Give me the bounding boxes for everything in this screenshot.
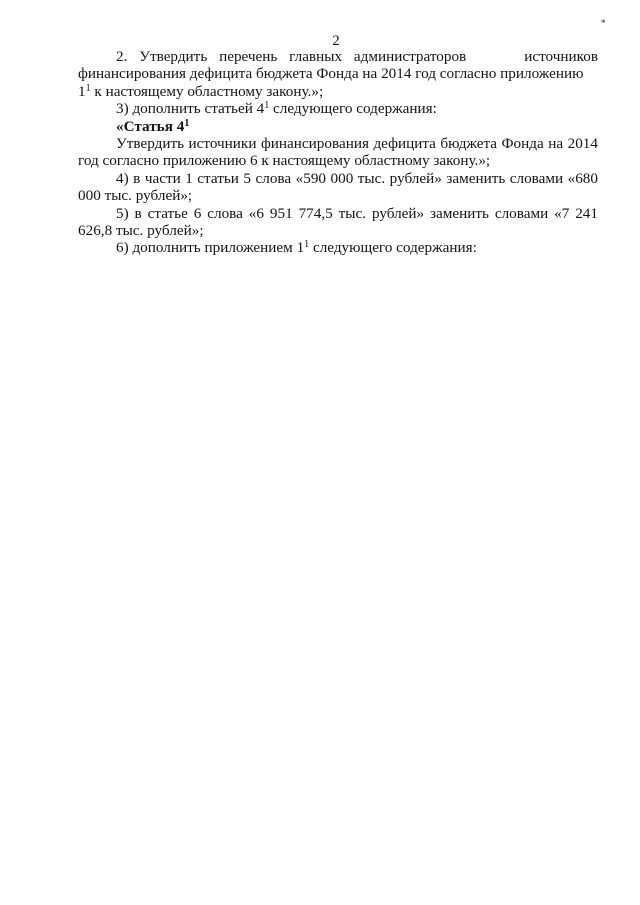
item-2-line-3: $1^1$ к настоящему областному закону.»;	[78, 82, 324, 100]
item-5: 5) в статье 6 слова «6 951 774,5 тыс. рублей» заменить словами «7 241 626,8 тыс. рублей»;	[78, 204, 598, 240]
page-number: 2	[332, 33, 340, 49]
corner-mark: *	[601, 18, 606, 28]
item-2-line-1	[78, 48, 598, 65]
item-2-line-2: финансирования дефицита бюджета Фонда на 2014 год согласно приложению	[78, 65, 584, 83]
document-body	[78, 48, 598, 257]
item-4: 4) в части 1 статьи 5 слова «590 000 тыс. рублей» заменить словами «680 000 тыс. рублей»;	[78, 169, 598, 205]
article-heading: «Статья $4^1$	[116, 117, 190, 135]
item-3: 3) дополнить статьей $4^1$ следующего содержания:	[116, 100, 437, 118]
item-6: 6) дополнить приложением $1^1$ следующего содержания:	[116, 239, 477, 257]
item-2-text-end: источников	[524, 48, 598, 65]
article-text: Утвердить источники финансирования дефицита бюджета Фонда на 2014 год согласно приложению 6 к настоящему областному закону.»;	[78, 135, 598, 170]
item-2-text: 2. Утвердить перечень главных администраторов	[116, 48, 467, 65]
